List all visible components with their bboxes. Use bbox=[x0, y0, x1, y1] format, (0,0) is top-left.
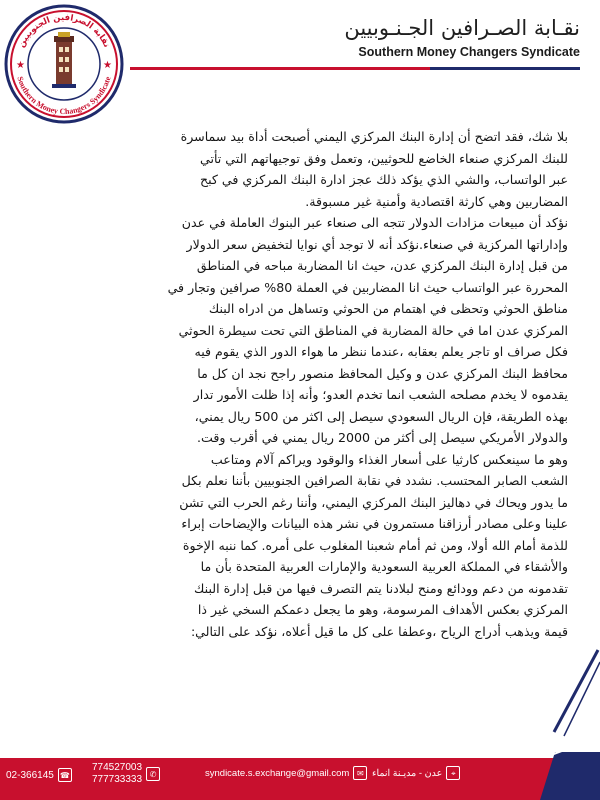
brand-title-ar: نقـابة الصـرافين الجـنـوبيين bbox=[344, 16, 580, 40]
body-line: للبنك المركزي صنعاء الخاضع للحوثيين، وتعمل وفق توجيهاتهم التي تأتي bbox=[199, 150, 568, 166]
contact-footer bbox=[0, 752, 600, 800]
body-line: والأشقاء في المملكة العربية السعودية والإمارات العربية المتحدة بأن ما bbox=[200, 559, 568, 574]
body-line: علينا وعلى مصادر أرزاقنا مستمرون في نشر هذه البيانات والإيضاحات إبراء bbox=[181, 516, 568, 531]
body-line: من قبل إدارة البنك المركزي عدن، حيث انا المضاربة مباحه في المناطق bbox=[196, 258, 568, 273]
landline-text: 02-366145 bbox=[6, 769, 54, 781]
footer-mobiles[interactable] bbox=[92, 762, 164, 786]
mobile-phone-icon: ✆ bbox=[146, 767, 160, 781]
body-line: للذمة أمام الله أولا، ومن ثم أمام شعبنا المغلوب على أمره. كما ننبه الإخوة bbox=[182, 537, 568, 553]
body-line: بلا شك، فقد اتضح أن إدارة البنك المركزي اليمني أصبحت أداة بيد سماسرة bbox=[180, 129, 568, 144]
body-line: عبر الواتساب، والشي الذي يؤكد ذلك عجز ادارة البنك المركزي في كبح bbox=[199, 172, 568, 187]
body-line: المركزي بعكس الأهداف المرسومة، وهو ما يجعل دعمكم السخي غير ذا bbox=[197, 602, 568, 617]
body-line: بهذه الطريقة، فإن الريال السعودي سيصل إلى اكثر من 500 ريال يمني، bbox=[194, 408, 568, 424]
underline-red-segment bbox=[130, 67, 430, 70]
body-line: محافظ البنك المركزي عدن و وكيل المحافظ منصور راجح نجد ان كل ما bbox=[197, 365, 568, 381]
star-icon: ★ bbox=[103, 60, 112, 71]
star-icon: ★ bbox=[16, 60, 25, 71]
mobile-number: 777733333 bbox=[92, 774, 143, 785]
logo-ring-text-ar: نقابة الصرافين الجنوبيين bbox=[16, 12, 112, 50]
email-text: syndicate.s.exchange@gmail.com bbox=[205, 767, 350, 779]
body-line: المركزي عدن اما في حالة المضاربة في المناطق التي تحت سيطرة الحوثي bbox=[178, 322, 568, 338]
body-line: وإداراتها المركزية في صنعاء.نؤكد أنه لا توجد أي نوايا لتخفيض سعر الدولار bbox=[186, 236, 568, 252]
location-pin-icon: ⌖ bbox=[446, 766, 460, 780]
mobile-number: 774527003 bbox=[92, 762, 143, 773]
body-line: وهو ما سينعكس كارثيا على أسعار الغذاء والوقود ويراكم آلام ومتاعب bbox=[210, 451, 568, 467]
brand-title-en: Southern Money Changers Syndicate bbox=[358, 45, 580, 59]
statement-body bbox=[20, 126, 568, 642]
body-line: المحررة عبر الواتساب حيث انا المضاربين في العملة 80% صرافين وتجار في bbox=[167, 279, 568, 295]
underline-navy-segment bbox=[430, 67, 580, 70]
footer-email[interactable] bbox=[205, 766, 371, 780]
letterhead bbox=[0, 0, 600, 120]
email-icon: ✉ bbox=[353, 766, 367, 780]
body-line: المضاربين وهي كارثة اقتصادية وأمنية غير مسبوقة. bbox=[305, 193, 568, 209]
syndicate-logo bbox=[2, 2, 126, 126]
body-line: يقدموه لا يخدم مصلحه الشعب انما تخدم العدو؛ وأنه إذا ظلت الأمور تدار bbox=[193, 387, 568, 402]
brand-underline bbox=[130, 67, 580, 70]
address-text: عدن - مديـنة انماء bbox=[372, 767, 443, 779]
body-line: الشعب الصابر المحتسب. نشدد في نقابة الصرافين الجنوبيين بأننا نعلم بكل bbox=[181, 473, 568, 488]
body-line: فكل صراف او تاجر يعلم بعقابه ،عندما ننظر ما هواء الدور الذي يقوم فيه bbox=[194, 344, 568, 359]
body-line: والدولار الأمريكي سيصل إلى أكثر من 2000 ريال يمني في أقرب وقت. bbox=[196, 430, 568, 445]
body-line: قيمة ويذهب أدراج الرياح ،وعطفا على كل ما قيل أعلاه، نؤكد على التالي: bbox=[190, 623, 568, 639]
phone-icon: ☎ bbox=[58, 768, 72, 782]
body-line: مناطق الحوثي وتحظى في اهتمام من الحوثي وتساهل من ادراه البنك bbox=[208, 301, 568, 316]
brand-block bbox=[280, 14, 580, 60]
logo-ring-text-en: Southern Money Changers Syndicate bbox=[15, 75, 113, 117]
body-line: تقدمونه من دعم وودائع ومنح لبلادنا يتم التصرف فيها من قبل إدارة البنك bbox=[194, 580, 568, 596]
mobile-list bbox=[92, 762, 142, 786]
decorative-chevron bbox=[540, 640, 600, 750]
footer-landline[interactable] bbox=[6, 768, 76, 782]
footer-address bbox=[372, 766, 464, 780]
body-line: ما يدور ويحاك في دهاليز البنك المركزي اليمني، وأننا رغم الحرب التي تشن bbox=[179, 494, 568, 510]
body-line: نؤكد أن مبيعات مزادات الدولار تتجه الى صنعاء عبر البنوك العاملة في عدن bbox=[181, 215, 568, 230]
